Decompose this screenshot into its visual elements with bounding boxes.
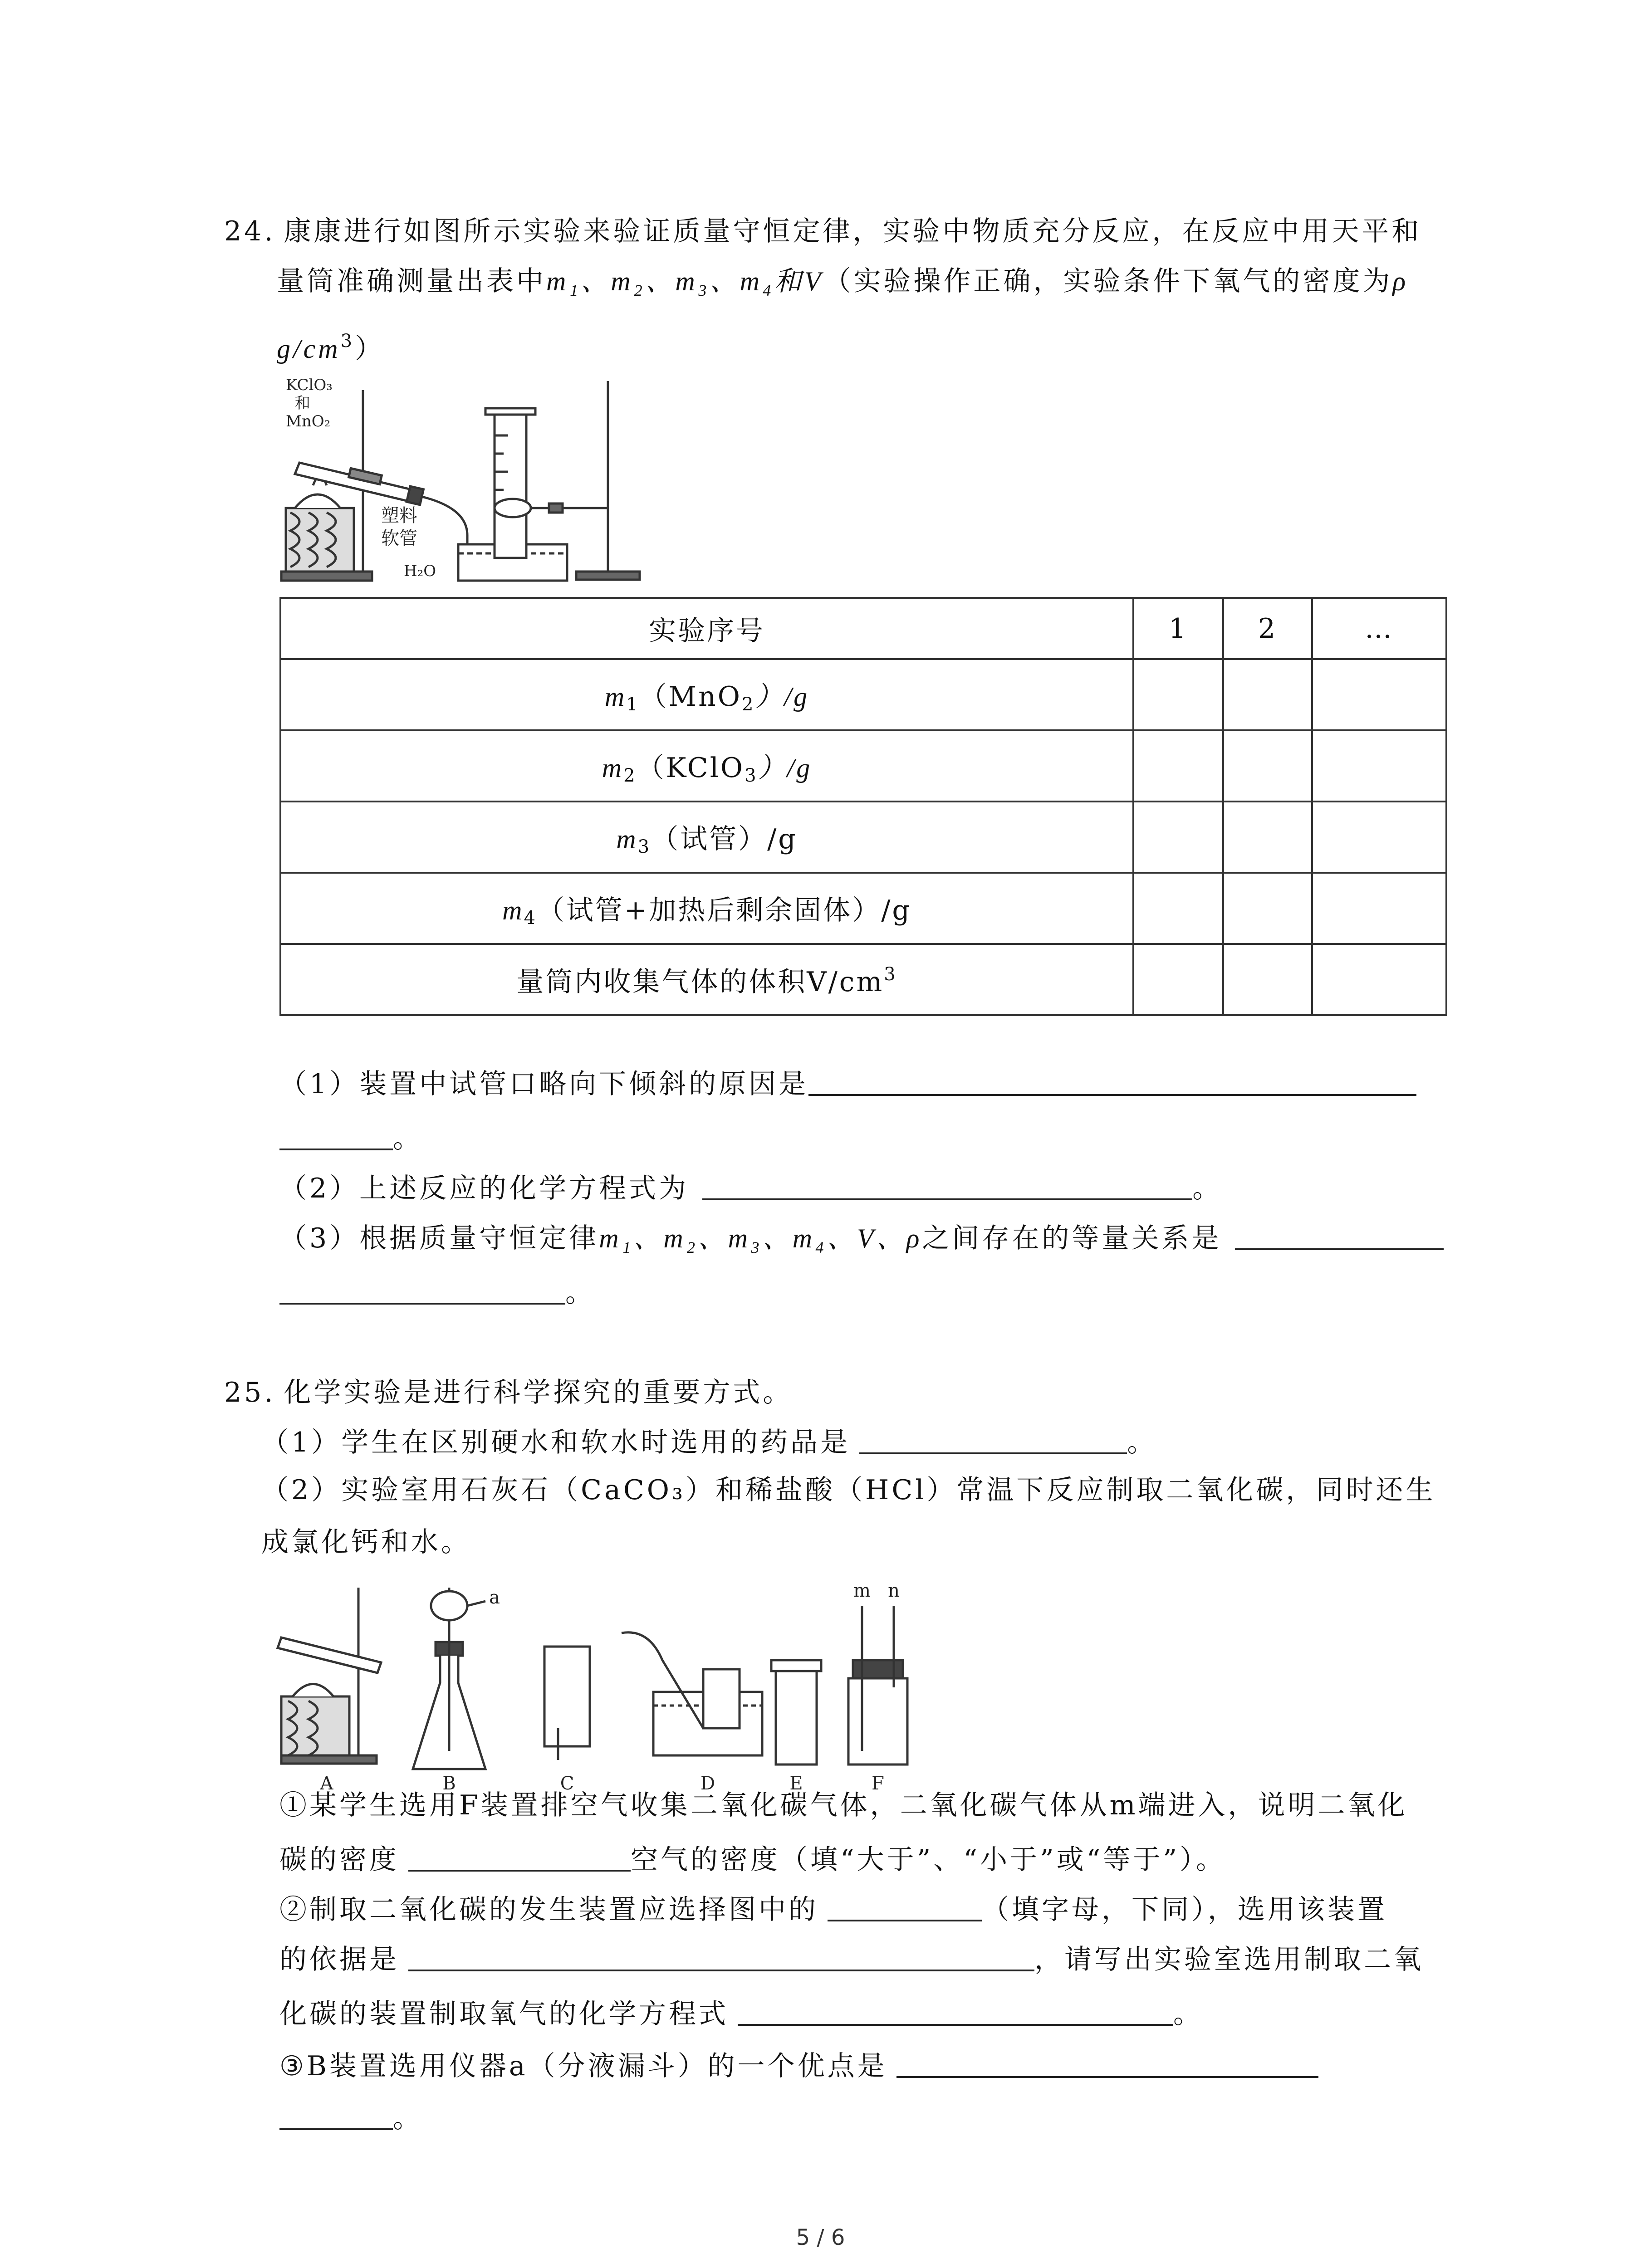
q24-apparatus-figure [277,372,658,590]
q25-label-m: m [853,1580,871,1601]
table-row-label: 量筒内收集气体的体积$V/cm^3$ [280,944,1133,1015]
table-cell [1133,659,1223,730]
q25-sub2-line1: （2）实验室用石灰石（CaCO₃）和稀盐酸（HCl）常温下反应制取二氧化碳，同时还生 [261,1474,1436,1506]
q24-intro-line1: 康康进行如图所示实验来验证质量守恒定律，实验中物质充分反应，在反应中用天平和 [284,215,1422,247]
q25-apparatus-figure [272,1579,980,1796]
q25-label-d: D [700,1773,715,1794]
table-row-label: $m_3$（试管）/g [280,802,1133,873]
table-row [280,659,1446,730]
q24-line-1 [224,213,1421,249]
answer-blank[interactable] [702,1174,1192,1200]
table-row-label: $m_4$（试管+加热后剩余固体）/g [280,873,1133,944]
q25-label-f: F [872,1773,884,1794]
table-row [280,873,1446,944]
answer-blank[interactable] [828,1895,982,1921]
answer-blank[interactable] [279,2104,393,2130]
table-row-label: $m_1(MnO_2)/g$ [280,659,1133,730]
q24-label-kclo3: KClO₃ [286,376,333,394]
table-cell [1133,873,1223,944]
q25-item2-line3: 化碳的装置制取氧气的化学方程式 。 [279,1998,1203,2030]
table-row-label: $m_2(KClO_3)/g$ [280,730,1133,802]
table-cell [1312,802,1446,873]
answer-blank[interactable] [279,1278,565,1305]
q25-label-funnel-a: a [489,1587,500,1608]
q25-item1-line2: 碳的密度 空气的密度（填“大于”、“小于”或“等于”）。 [279,1844,1226,1876]
answer-blank[interactable] [1235,1224,1444,1250]
q24-unit-close: ） [355,333,385,365]
q24-intro-line2-post: （实验操作正确，实验条件下氧气的密度为 [823,265,1393,297]
q24-label-tube2: 软管 [381,528,417,549]
q25-label-c: C [560,1773,574,1794]
q24-label-and: 和 [295,394,310,412]
q25-label-n: n [888,1580,900,1601]
table-cell [1223,802,1312,873]
q24-unit: g/cm [277,334,341,364]
q24-label-mno2: MnO₂ [286,412,331,430]
q25-label-b: B [442,1773,456,1794]
table-cell [1312,659,1446,730]
q24-number: 24. [224,215,276,247]
table-cell [1312,730,1446,802]
table-cell [1223,873,1312,944]
table-cell [1133,730,1223,802]
q25-item1-line1: ①某学生选用F装置排空气收集二氧化碳气体，二氧化碳气体从m端进入，说明二氧化 [279,1789,1408,1821]
q24-intro-line2-pre: 量筒准确测量出表中 [277,265,546,297]
table-cell [1223,659,1312,730]
q24-line-3: $g/cm^3$） [277,331,385,365]
q25-intro: 25. 化学实验是进行科学探究的重要方式。 [224,1377,793,1408]
q25-item3-line1: ③B装置选用仪器a（分液漏斗）的一个优点是 [279,2048,1318,2084]
table-header-cell: … [1312,598,1446,659]
q24-label-water: H₂O [404,562,436,580]
table-cell [1133,802,1223,873]
answer-blank[interactable] [738,1999,1173,2026]
q25-item2-line1: ②制取二氧化碳的发生装置应选择图中的 （填字母，下同），选用该装置 [279,1894,1387,1926]
q24-sub3: （3）根据质量守恒定律m₁、m₂、m₃、m₄、V、ρ之间存在的等量关系是 [279,1220,1444,1256]
table-row [280,802,1446,873]
table-cell [1312,873,1446,944]
table-cell [1223,730,1312,802]
table-header-row [280,598,1446,659]
answer-blank[interactable] [896,2052,1318,2078]
answer-blank[interactable] [859,1428,1127,1454]
table-header-cell: 2 [1223,598,1312,659]
q24-rho: ρ [1392,266,1409,296]
q25-item3-line2: 。 [279,2100,423,2136]
answer-blank[interactable] [279,1124,393,1150]
page-number: 5 / 6 [796,2225,845,2250]
q24-label-tube1: 塑料 [381,505,417,526]
table-cell [1133,944,1223,1015]
table-row [280,944,1446,1015]
q24-sub1-cont: 。 [279,1120,423,1157]
q25-sub2-line2: 成氯化钙和水。 [261,1526,471,1558]
table-row [280,730,1446,802]
q25-label-e: E [789,1773,803,1794]
table-cell [1312,944,1446,1015]
q25-sub1: （1）学生在区别硬水和软水时选用的药品是 。 [261,1427,1157,1458]
q24-sub1: （1）装置中试管口略向下倾斜的原因是 [279,1066,1416,1102]
q24-data-table [279,597,1447,1016]
q25-item2-line2: 的依据是 ，请写出实验室选用制取二氧 [279,1944,1424,1975]
table-cell [1223,944,1312,1015]
q24-intro-vars: m₁、m₂、m₃、m₄和V [546,266,824,296]
q25-label-a: A [320,1773,333,1794]
q24-sub2: （2）上述反应的化学方程式为 。 [279,1173,1223,1204]
answer-blank[interactable] [408,1845,631,1872]
answer-blank[interactable] [808,1070,1416,1096]
table-header-cell: 1 [1133,598,1223,659]
q24-line-2 [277,263,1408,299]
answer-blank[interactable] [408,1945,1034,1971]
table-header-cell: 实验序号 [280,598,1133,659]
q24-sub3-cont: 。 [279,1275,595,1311]
